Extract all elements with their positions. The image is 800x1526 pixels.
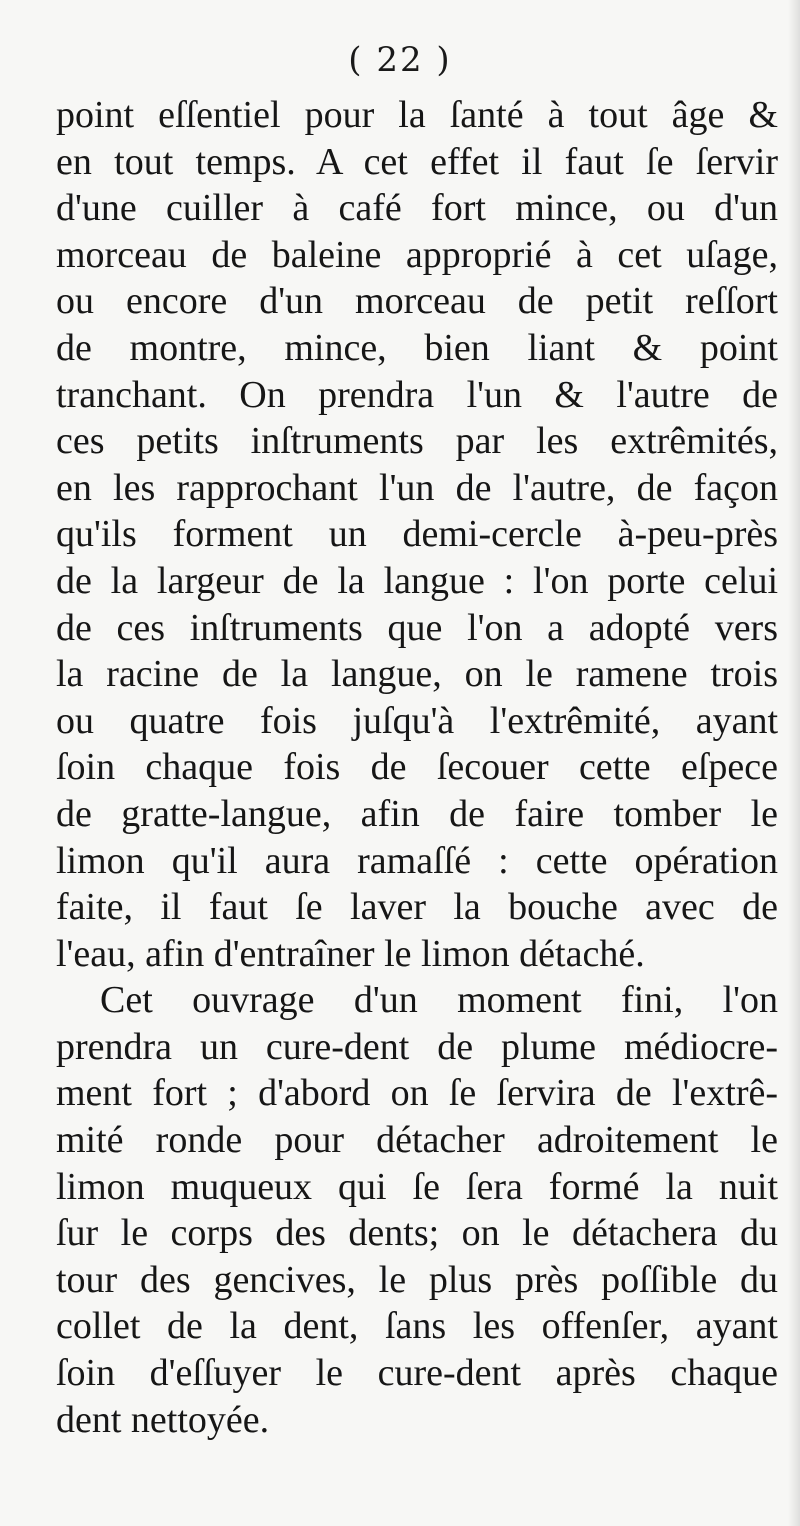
text-line: mité ronde pour détacher adroitement le (56, 1119, 778, 1162)
text-line: point eſſentiel pour la ſanté à tout âge & (56, 94, 778, 136)
text-line: ſoin d'eſſuyer le cure-dent après chaque (56, 1352, 778, 1395)
text-line: collet de la dent, ſans les offenſer, ayant (56, 1305, 778, 1348)
text-line: ſur le corps des dents; on le détachera du (56, 1212, 778, 1255)
text-line: limon muqueux qui ſe ſera formé la nuit (56, 1165, 778, 1208)
text-line: ces petits inſtruments par les extrêmités, (56, 420, 778, 463)
paragraph-start-line: Cet ouvrage d'un moment fini, l'on (100, 979, 778, 1022)
body-text (56, 92, 778, 1443)
text-line: ment fort ; d'abord on ſe ſervira de l'extrê- (56, 1072, 778, 1115)
text-line: tranchant. On prendra l'un & l'autre de (56, 373, 778, 416)
text-line: de ces inſtruments que l'on a adopté vers (56, 606, 778, 649)
text-line: morceau de baleine approprié à cet uſage, (56, 233, 778, 276)
text-line: ou encore d'un morceau de petit reſſort (56, 280, 778, 323)
page-number: ( 22 ) (348, 40, 452, 80)
text-line: limon qu'il aura ramaſſé : cette opération (56, 839, 778, 882)
text-line: de montre, mince, bien liant & point (56, 326, 778, 369)
page-edge-shadow (788, 0, 800, 1526)
text-line: tour des gencives, le plus près poſſible du (56, 1258, 778, 1301)
text-line: prendra un cure-dent de plume médiocre- (56, 1025, 778, 1068)
text-line: la racine de la langue, on le ramene trois (56, 653, 778, 696)
text-line: en les rapprochant l'un de l'autre, de façon (56, 466, 778, 509)
text-line: ou quatre fois juſqu'à l'extrêmité, ayant (56, 699, 778, 742)
text-line: d'une cuiller à café fort mince, ou d'un (56, 187, 778, 230)
text-line: de la largeur de la langue : l'on porte celui (56, 559, 778, 602)
text-line: qu'ils forment un demi-cercle à-peu-près (56, 513, 778, 556)
paragraph-end-line: dent nettoyée. (56, 1398, 270, 1441)
text-line: en tout temps. A cet effet il faut ſe ſervir (56, 140, 778, 183)
text-line: ſoin chaque fois de ſecouer cette eſpece (56, 746, 778, 789)
text-line: de gratte-langue, afin de faire tomber le (56, 792, 778, 835)
text-line: faite, il faut ſe laver la bouche avec de (56, 886, 778, 929)
paragraph-end-line: l'eau, afin d'entraîner le limon détaché. (56, 932, 645, 975)
